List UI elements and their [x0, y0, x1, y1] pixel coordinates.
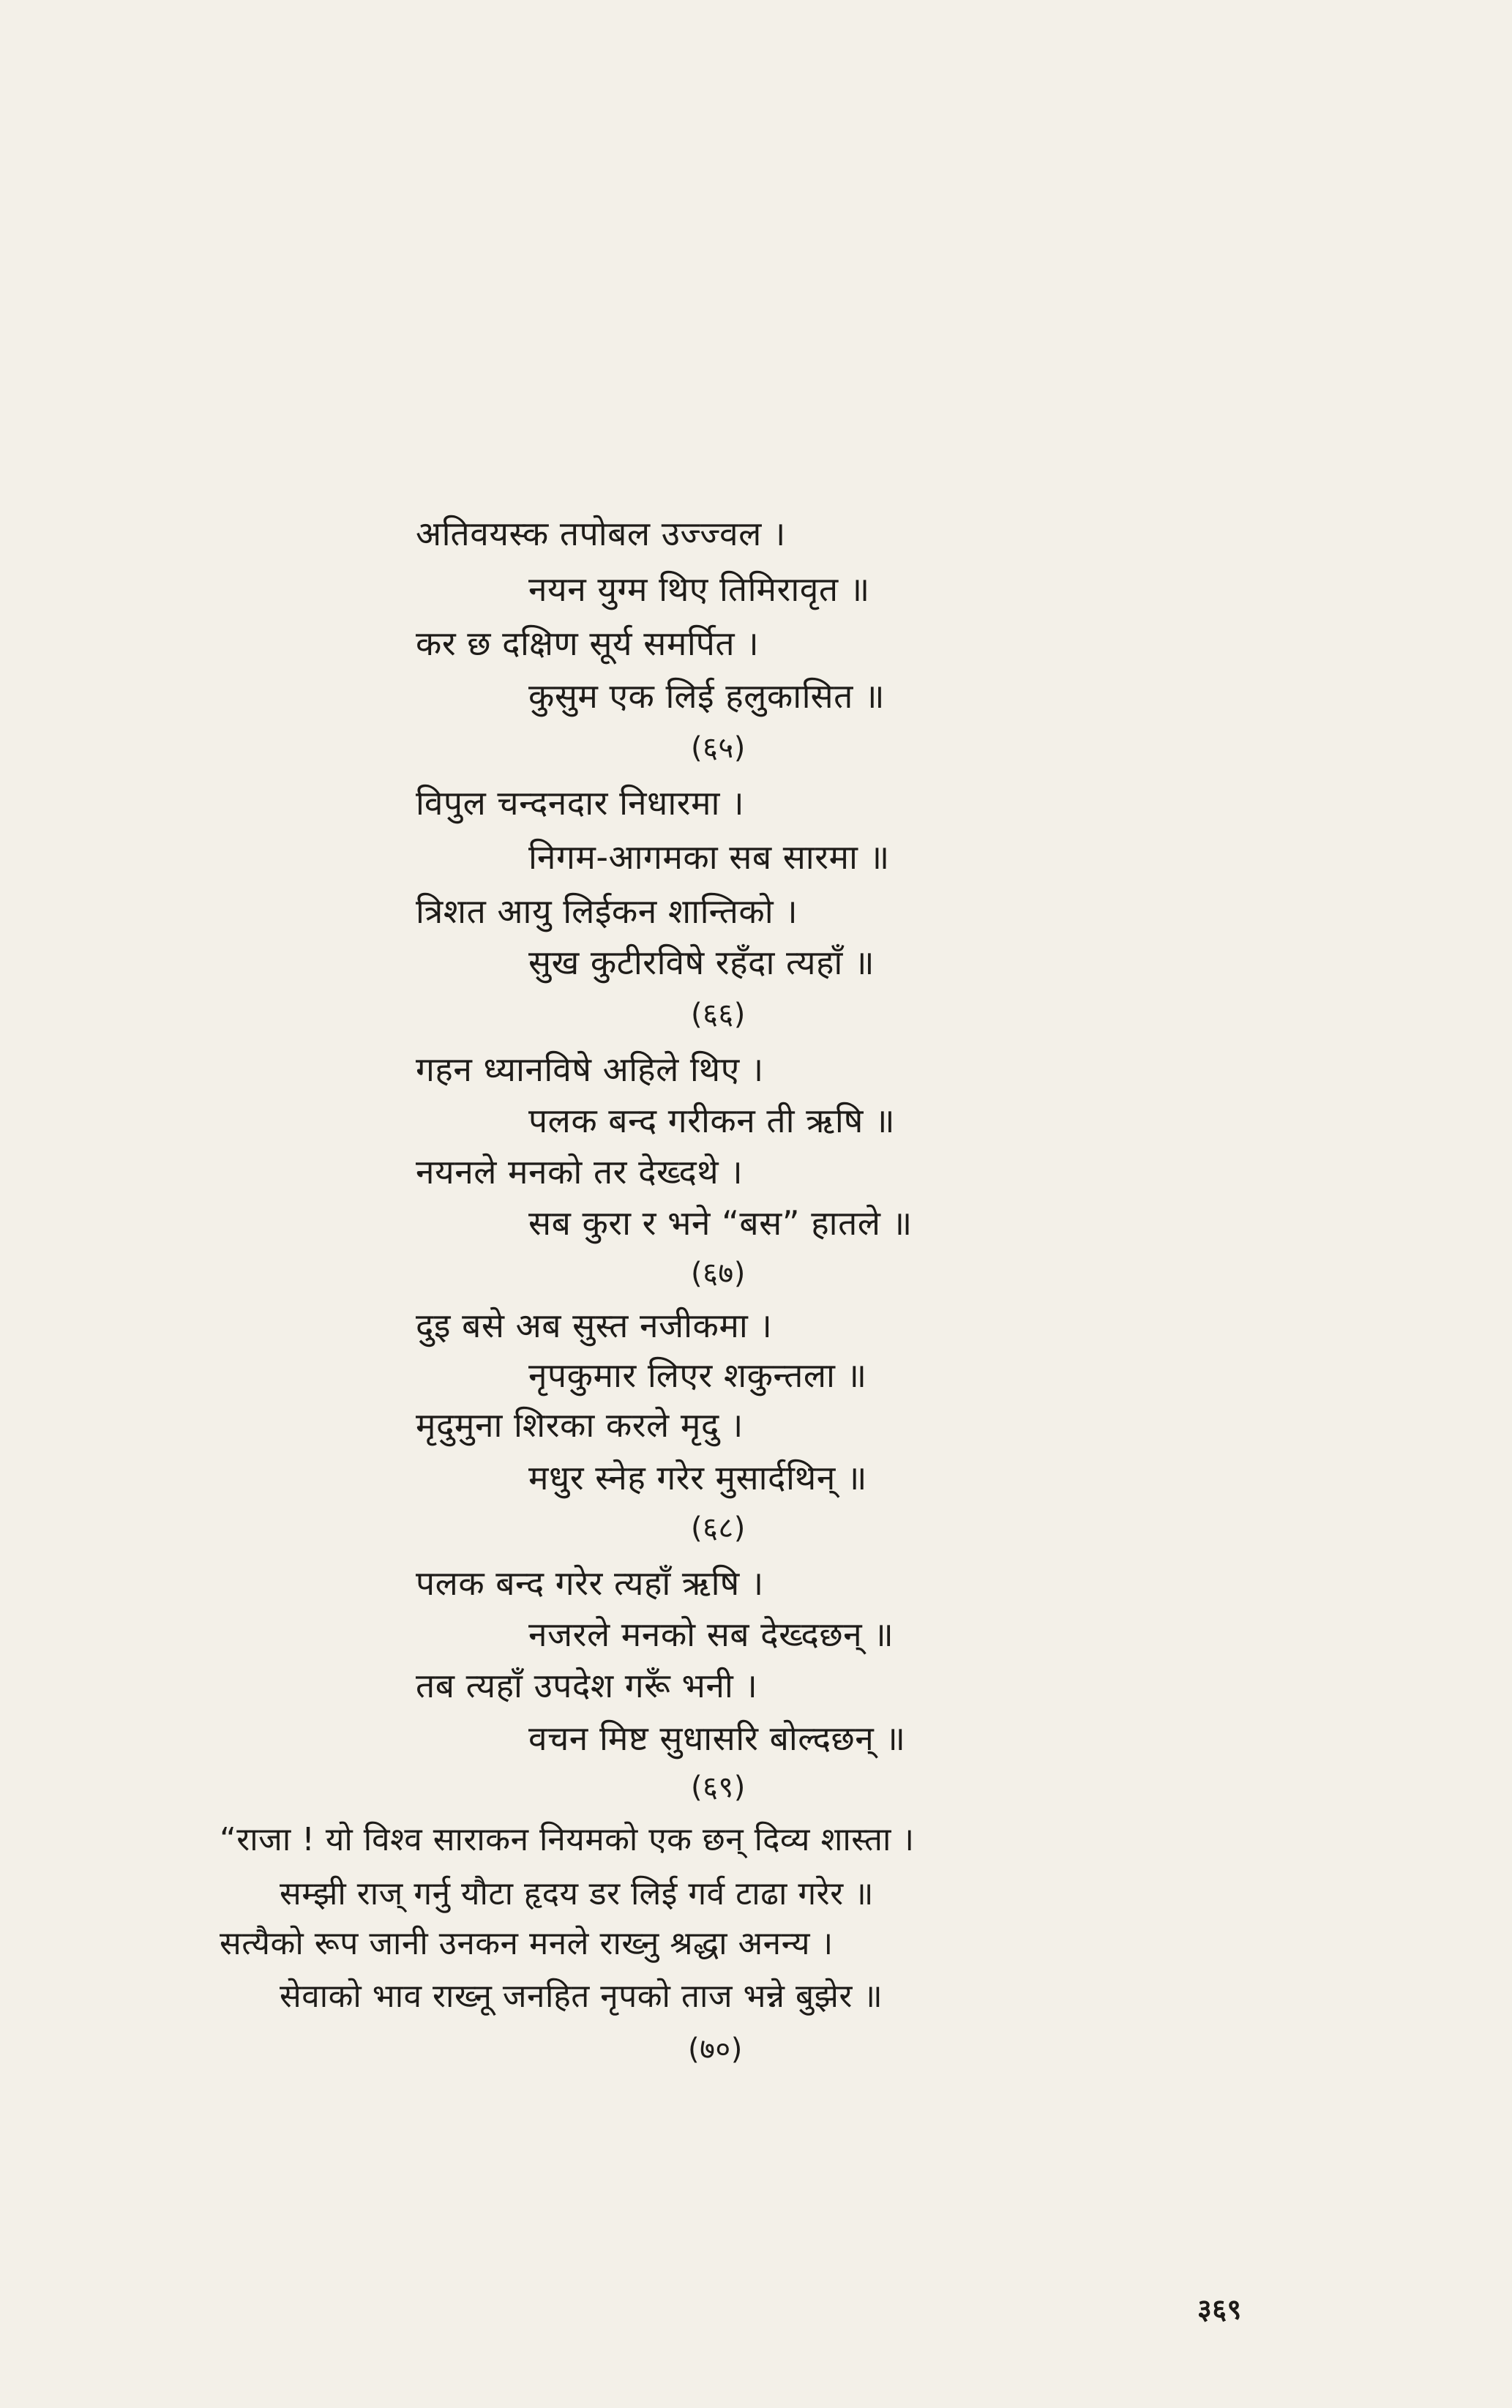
stanza-number: (६६) — [691, 998, 746, 1031]
verse-line: पलक बन्द गरीकन ती ऋषि ॥ — [528, 1101, 896, 1140]
verse-line: कुसुम एक लिई हलुकासित ॥ — [528, 676, 886, 716]
verse-line: वचन मिष्ट सुधासरि बोल्दछन् ॥ — [528, 1719, 906, 1758]
verse-line: नयनले मनको तर देख्दथे । — [416, 1152, 744, 1192]
verse-line: विपुल चन्दनदार निधारमा । — [416, 783, 745, 823]
verse-line: निगम-आगमका सब सारमा ॥ — [528, 837, 890, 877]
verse-line: गहन ध्यानविषे अहिले थिए । — [416, 1050, 764, 1089]
verse-line: सुख कुटीरविषे रहँदा त्यहाँ ॥ — [528, 943, 875, 982]
stanza-number: (६८) — [691, 1511, 746, 1545]
verse-line: सेवाको भाव राख्नू जनहित नृपको ताज भन्ने बुझेर ॥ — [280, 1978, 883, 2015]
verse-line: सत्यैको रूप जानी उनकन मनले राख्नु श्रद्धा अनन्य । — [220, 1925, 834, 1962]
verse-line: अतिवयस्क तपोबल उज्ज्वल । — [416, 514, 786, 553]
verse-line: दुइ बसे अब सुस्त नजीकमा । — [416, 1306, 773, 1345]
verse-line: मृदुमुना शिरका करले मृदु । — [416, 1405, 744, 1445]
verse-line: सब कुरा र भने “बस” हातले ॥ — [528, 1203, 913, 1243]
page-number: ३६९ — [1197, 2293, 1242, 2325]
verse-line: कर छ दक्षिण सूर्य समर्पित । — [416, 624, 760, 663]
verse-line: “राजा ! यो विश्व साराकन नियमको एक छन् दिव्य शास्ता । — [220, 1821, 915, 1858]
verse-line: नृपकुमार लिएर शकुन्तला ॥ — [528, 1356, 867, 1395]
verse-line: तब त्यहाँ उपदेश गरूँ भनी । — [416, 1666, 758, 1705]
verse-line: मधुर स्नेह गरेर मुसार्दथिन् ॥ — [528, 1458, 867, 1497]
stanza-number: (६५) — [691, 731, 746, 765]
stanza-number: (७०) — [688, 2033, 743, 2066]
verse-line: त्रिशत आयु लिईकन शान्तिको । — [416, 891, 798, 931]
stanza-number: (६७) — [691, 1257, 746, 1290]
verse-line: सम्झी राज् गर्नु यौटा हृदय डर लिई गर्व टाढा गरेर ॥ — [280, 1875, 874, 1912]
verse-line: पलक बन्द गरेर त्यहाँ ऋषि । — [416, 1563, 764, 1603]
stanza-number: (६९) — [691, 1771, 746, 1804]
verse-line: नयन युग्म थिए तिमिरावृत ॥ — [528, 569, 870, 609]
verse-line: नजरले मनको सब देख्दछन् ॥ — [528, 1615, 894, 1654]
